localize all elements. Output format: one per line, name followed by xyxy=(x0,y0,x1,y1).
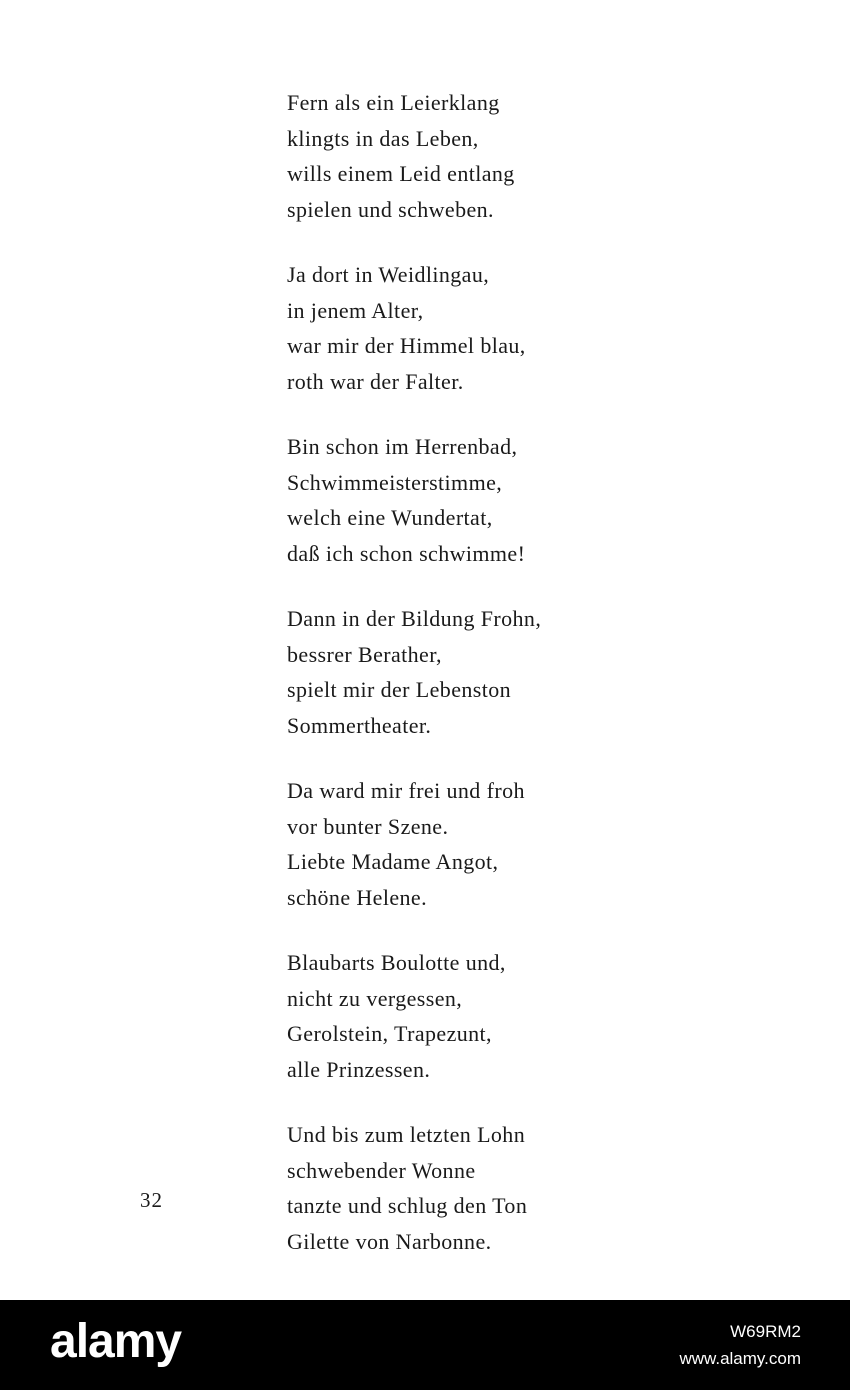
brand-logo: alamy xyxy=(50,1315,182,1368)
poem-line: Liebte Madame Angot, xyxy=(287,849,499,874)
poem-line: bessrer Berather, xyxy=(287,641,442,667)
poem-line: Schwimmeisterstimme, xyxy=(287,469,503,495)
poem-line: Bin schon im Herrenbad, xyxy=(287,434,518,459)
stanza xyxy=(287,601,667,743)
page-number: 32 xyxy=(140,1188,163,1212)
poem-line: nicht zu vergessen, xyxy=(287,985,463,1011)
stanza xyxy=(287,773,667,915)
poem-line: schwebender Wonne xyxy=(287,1157,476,1183)
poem-line: Dann in der Bildung Frohn, xyxy=(287,606,542,631)
poem-line: Sommertheater. xyxy=(287,712,432,738)
poem-line: spielt mir der Lebenston xyxy=(287,677,512,702)
poem-line: welch eine Wundertat, xyxy=(287,505,493,530)
poem-line: Da ward mir frei und froh xyxy=(287,778,525,803)
poem-line: wills einem Leid entlang xyxy=(287,161,515,186)
poem-line: vor bunter Szene. xyxy=(287,813,449,839)
stanza xyxy=(287,1117,667,1259)
poem-line: Gerolstein, Trapezunt, xyxy=(287,1021,492,1046)
site-url: www.alamy.com xyxy=(679,1349,801,1368)
stanza xyxy=(287,945,667,1087)
poem-line: Fern als ein Leierklang xyxy=(287,90,500,115)
poem-line: schöne Helene. xyxy=(287,884,427,910)
poem-line: Gilette von Narbonne. xyxy=(287,1228,492,1254)
poem-line: Blaubarts Boulotte und, xyxy=(287,950,506,975)
poem-line: klingts in das Leben, xyxy=(287,125,479,151)
poem-line: Ja dort in Weidlingau, xyxy=(287,262,490,287)
poem-line: tanzte und schlug den Ton xyxy=(287,1193,528,1218)
poem-line: Und bis zum letzten Lohn xyxy=(287,1122,526,1147)
poem-line: daß ich schon schwimme! xyxy=(287,540,526,566)
stanza xyxy=(287,85,667,227)
image-id: W69RM2 xyxy=(730,1322,801,1341)
poem-line: war mir der Himmel blau, xyxy=(287,333,526,358)
poem xyxy=(287,85,667,1289)
poem-line: spielen und schweben. xyxy=(287,196,494,222)
stanza xyxy=(287,429,667,571)
poem-line: roth war der Falter. xyxy=(287,368,464,394)
poem-line: in jenem Alter, xyxy=(287,297,424,323)
poem-line: alle Prinzessen. xyxy=(287,1056,431,1082)
stanza xyxy=(287,257,667,399)
